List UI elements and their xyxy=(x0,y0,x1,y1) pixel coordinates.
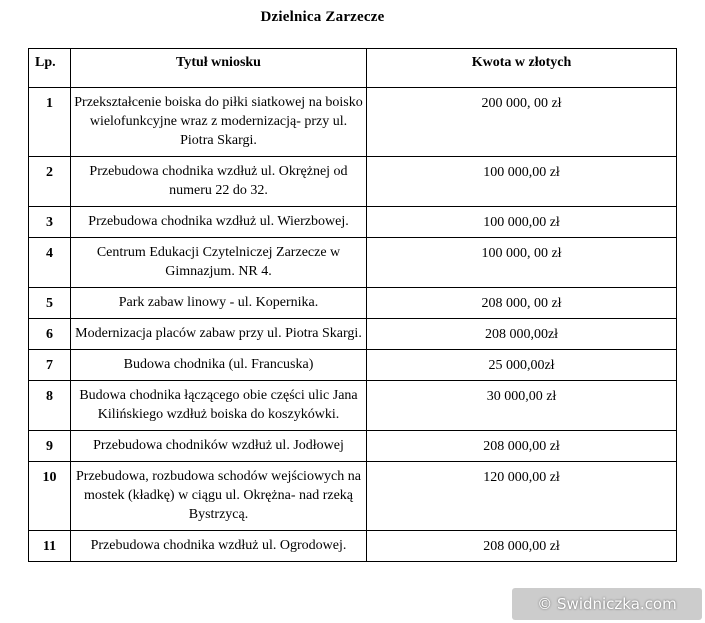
row-number: 1 xyxy=(29,88,71,157)
row-number: 10 xyxy=(29,462,71,531)
table-row xyxy=(29,350,677,381)
row-title: Przebudowa chodnika wzdłuż ul. Ogrodowej. xyxy=(71,531,367,562)
row-title: Park zabaw linowy - ul. Kopernika. xyxy=(71,288,367,319)
row-number: 7 xyxy=(29,350,71,381)
row-number: 11 xyxy=(29,531,71,562)
row-title: Przekształcenie boiska do piłki siatkowej na boisko wielofunkcyjne wraz z modernizacją- przy ul. Piotra Skargi. xyxy=(71,88,367,157)
column-header-lp: Lp. xyxy=(29,49,71,88)
row-title: Przebudowa chodnika wzdłuż ul. Okrężnej od numeru 22 do 32. xyxy=(71,157,367,207)
proposals-table xyxy=(28,48,677,562)
row-amount: 208 000,00 zł xyxy=(367,431,677,462)
row-amount: 100 000,00 zł xyxy=(367,157,677,207)
row-title: Przebudowa chodnika wzdłuż ul. Wierzbowej. xyxy=(71,207,367,238)
row-amount: 208 000,00 zł xyxy=(367,531,677,562)
row-number: 9 xyxy=(29,431,71,462)
table-row xyxy=(29,462,677,531)
row-number: 2 xyxy=(29,157,71,207)
row-title: Przebudowa chodników wzdłuż ul. Jodłowej xyxy=(71,431,367,462)
table-row xyxy=(29,319,677,350)
table-row xyxy=(29,157,677,207)
row-amount: 100 000,00 zł xyxy=(367,207,677,238)
row-title: Centrum Edukacji Czytelniczej Zarzecze w Gimnazjum. NR 4. xyxy=(71,238,367,288)
table-header-row xyxy=(29,49,677,88)
row-amount: 25 000,00zł xyxy=(367,350,677,381)
row-amount: 200 000, 00 zł xyxy=(367,88,677,157)
row-amount: 30 000,00 zł xyxy=(367,381,677,431)
row-number: 8 xyxy=(29,381,71,431)
table-row xyxy=(29,207,677,238)
row-amount: 120 000,00 zł xyxy=(367,462,677,531)
row-number: 6 xyxy=(29,319,71,350)
row-title: Modernizacja placów zabaw przy ul. Piotra Skargi. xyxy=(71,319,367,350)
row-number: 5 xyxy=(29,288,71,319)
table-row xyxy=(29,88,677,157)
watermark: © Swidniczka.com xyxy=(512,588,702,620)
row-title: Budowa chodnika (ul. Francuska) xyxy=(71,350,367,381)
table-row xyxy=(29,531,677,562)
table-row xyxy=(29,238,677,288)
row-title: Budowa chodnika łączącego obie części ulic Jana Kilińskiego wzdłuż boiska do koszykówki. xyxy=(71,381,367,431)
table-row xyxy=(29,381,677,431)
row-amount: 208 000,00zł xyxy=(367,319,677,350)
column-header-amount: Kwota w złotych xyxy=(367,49,677,88)
row-title: Przebudowa, rozbudowa schodów wejściowych na mostek (kładkę) w ciągu ul. Okrężna- nad rzeką Bystrzycą. xyxy=(71,462,367,531)
page-title: Dzielnica Zarzecze xyxy=(260,9,385,25)
table-row xyxy=(29,431,677,462)
row-number: 3 xyxy=(29,207,71,238)
row-number: 4 xyxy=(29,238,71,288)
table-row xyxy=(29,288,677,319)
column-header-title: Tytuł wniosku xyxy=(71,49,367,88)
row-amount: 208 000, 00 zł xyxy=(367,288,677,319)
row-amount: 100 000, 00 zł xyxy=(367,238,677,288)
